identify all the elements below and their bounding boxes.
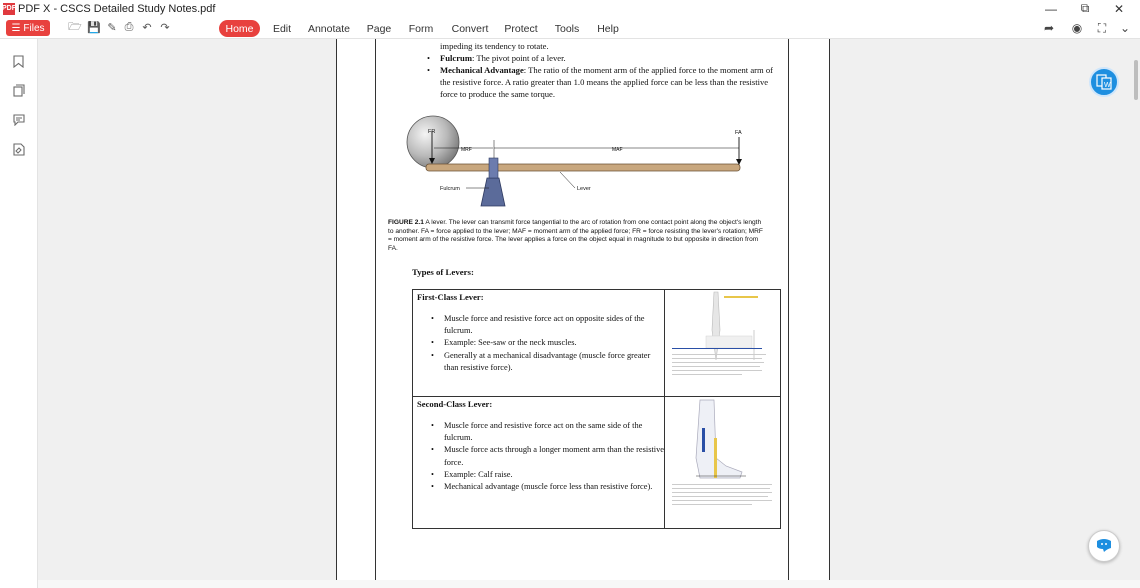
bullet-dot: •: [427, 65, 431, 75]
caption-line: [672, 500, 772, 501]
menu-icon: ☰: [11, 22, 21, 34]
menu-convert[interactable]: Convert: [451, 22, 489, 35]
caption-line: [672, 366, 760, 367]
minimize-button[interactable]: —: [1045, 1, 1057, 16]
list-item-text: Example: Calf raise.: [444, 469, 513, 479]
menu-tools[interactable]: Tools: [554, 22, 580, 35]
first-class-list: [431, 313, 664, 374]
save-icon[interactable]: 💾: [87, 21, 101, 34]
types-of-levers-heading: Types of Levers:: [412, 267, 474, 277]
convert-icon: [1095, 73, 1113, 91]
caption-line: [672, 484, 772, 485]
open-folder-icon[interactable]: 🗁: [68, 20, 82, 33]
close-button[interactable]: ✕: [1113, 1, 1125, 16]
undo-icon[interactable]: ↶: [142, 21, 152, 34]
caption-line: [672, 504, 752, 505]
svg-text:W: W: [1104, 82, 1111, 89]
menu-page[interactable]: Page: [366, 22, 392, 35]
menu-form[interactable]: Form: [408, 22, 434, 35]
list-item: [431, 481, 664, 493]
list-item: [431, 469, 664, 481]
list-item-text: Muscle force and resistive force act on the same side of the fulcrum.: [444, 421, 643, 443]
resistance-arrow: [714, 438, 717, 478]
second-class-list: [431, 420, 665, 493]
redo-icon[interactable]: ↷: [160, 21, 170, 34]
list-item-text: Mechanical advantage (muscle force less than resistive force).: [444, 482, 653, 492]
list-item-text: Muscle force acts through a longer moment arm than the resistive force.: [444, 445, 665, 467]
bullet-term: Fulcrum: [440, 53, 472, 63]
table-column-divider: [664, 290, 665, 528]
list-item-text: Generally at a mechanical disadvantage (muscle force greater than resistive force).: [444, 350, 651, 372]
bullet-dot: •: [431, 350, 434, 360]
list-item: [431, 444, 665, 468]
fulcrum-post: [489, 158, 498, 178]
menu-help[interactable]: Help: [597, 22, 619, 35]
fr-label: FR: [428, 129, 436, 135]
vertical-scrollbar[interactable]: [1134, 60, 1138, 100]
app-logo: PDF: [3, 3, 15, 15]
ai-assistant-button[interactable]: [1088, 530, 1120, 562]
list-item: [431, 313, 664, 337]
bullet-term: Mechanical Advantage: [440, 65, 524, 75]
lever-leader: [560, 172, 575, 188]
figure-caption-label: FIGURE 2.1: [388, 219, 424, 226]
caption-line: [672, 354, 766, 355]
list-item-text: Example: See-saw or the neck muscles.: [444, 338, 577, 348]
fulcrum-label: Fulcrum: [440, 186, 460, 192]
bullet-dot: •: [431, 338, 434, 348]
bullet-text: : The pivot point of a lever.: [471, 53, 566, 63]
first-class-lever-illustration: [666, 290, 780, 396]
resistance-bar: [724, 296, 758, 298]
menu-annotate[interactable]: Annotate: [307, 22, 351, 35]
bullet-dot: •: [431, 314, 434, 323]
maf-label: MAF: [612, 147, 623, 153]
caption-line: [672, 488, 770, 489]
second-class-title: Second-Class Lever:: [417, 399, 493, 409]
share-icon[interactable]: ➦: [1043, 21, 1055, 35]
first-class-title: First-Class Lever:: [417, 292, 484, 302]
bullet-dot: •: [431, 469, 434, 479]
caption-line: [672, 492, 772, 493]
bullet-dot: •: [427, 53, 431, 63]
caption-line: [672, 370, 762, 371]
joint-highlight: [706, 336, 752, 348]
caption-line: [672, 496, 768, 497]
second-class-lever-illustration: [666, 398, 780, 528]
fulcrum-block: [481, 178, 505, 206]
print-icon[interactable]: ⎙: [124, 20, 134, 33]
bullet-dot: •: [431, 421, 434, 430]
bullet-dot: •: [431, 445, 434, 455]
status-bar: [38, 580, 1140, 588]
caption-line: [672, 358, 762, 359]
read-mode-icon[interactable]: ◉: [1071, 21, 1083, 35]
calf-muscle-arrow: [702, 428, 705, 452]
menu-protect[interactable]: Protect: [504, 22, 538, 35]
chevron-down-icon[interactable]: ⌄: [1119, 21, 1131, 35]
list-item-text: Muscle force and resistive force act on opposite sides of the fulcrum.: [444, 314, 645, 336]
menu-edit[interactable]: Edit: [272, 22, 292, 35]
fa-label: FA: [735, 130, 742, 136]
muscle-line: [672, 348, 762, 349]
list-item: [431, 420, 664, 444]
caption-line: [672, 374, 742, 375]
figure-caption: [388, 219, 768, 253]
caption-line: [672, 362, 764, 363]
list-item: [431, 350, 664, 374]
fullscreen-icon[interactable]: ⛶: [1097, 20, 1107, 35]
lever-bar: [426, 164, 740, 171]
bullet-dot: •: [431, 482, 434, 492]
convert-fab-button[interactable]: [1089, 67, 1119, 97]
figure-caption-text: A lever. The lever can transmit force tangential to the arc of rotation from one contact point along the object's length to another. FA = force applied to the lever; MAF = moment arm of the applied force; FR = force resisting the lever's rotation; MRF = moment arm of the resistive force. The lever applies a force on the object equal in magnitude to but opposite in direction from FA.: [388, 219, 763, 252]
menu-home[interactable]: Home: [219, 20, 260, 37]
window-title: PDF X - CSCS Detailed Study Notes.pdf: [18, 2, 216, 15]
lever-types-table: [412, 289, 781, 529]
lever-label: Lever: [577, 186, 591, 192]
bullet-text: : The ratio of the moment arm of the applied force to the moment arm of the resistive force. A ratio greater than 1.0 means the applied force can be less than the resistive force to produce the same torque.: [440, 65, 774, 99]
head-silhouette: [712, 292, 720, 360]
chat-assistant-icon: [1095, 538, 1113, 554]
top-fragment: impeding its tendency to rotate.: [440, 41, 549, 51]
edit-doc-icon[interactable]: ✎: [107, 21, 117, 34]
list-item: [431, 337, 664, 349]
restore-button[interactable]: ⧉: [1080, 1, 1090, 15]
files-label: Files: [23, 22, 45, 34]
mrf-label: MRF: [461, 147, 472, 153]
